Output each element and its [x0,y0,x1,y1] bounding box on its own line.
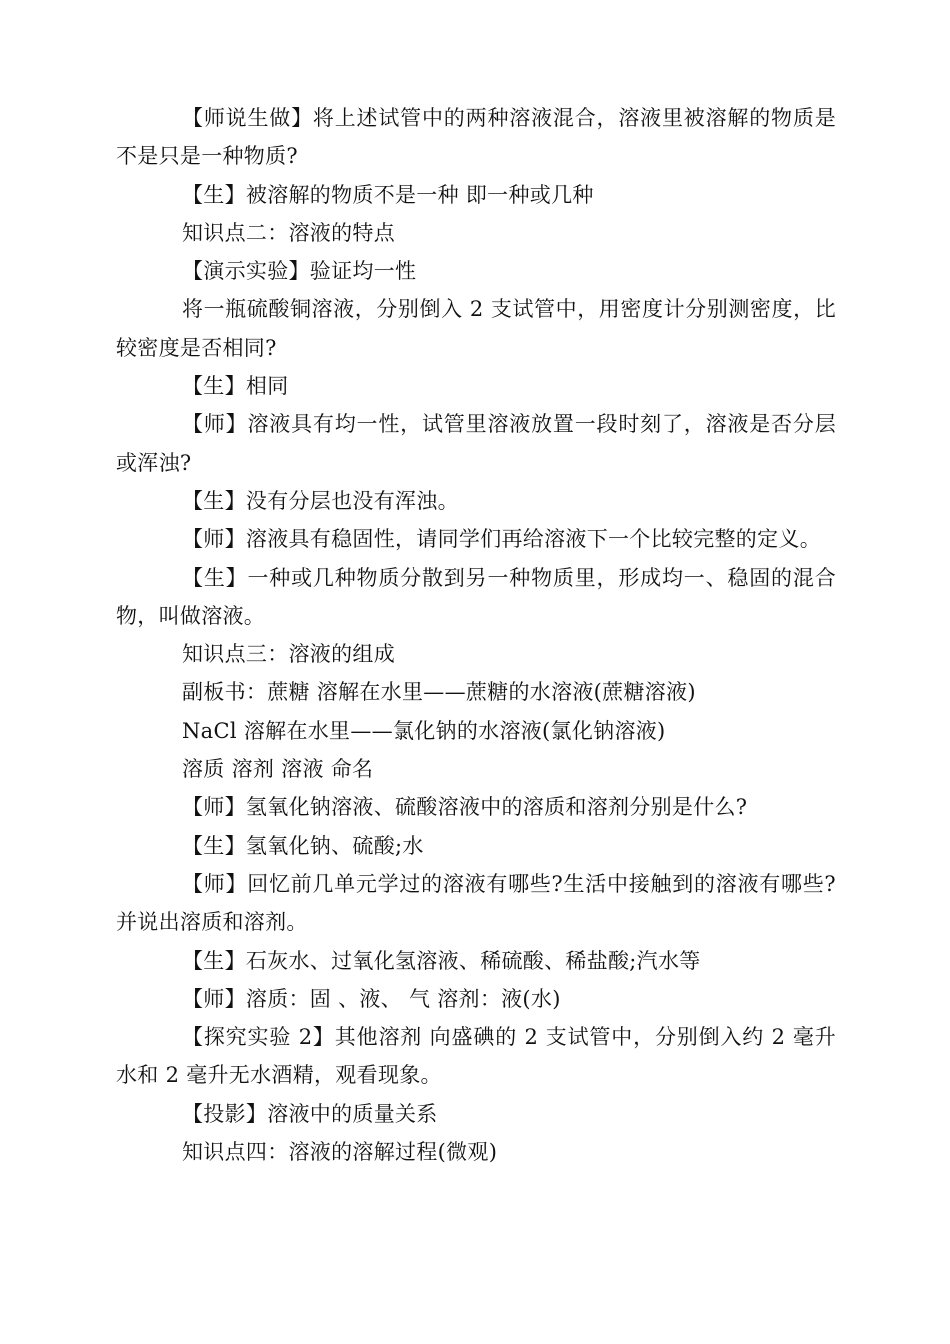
document-body [116,99,836,1171]
paragraph-21: 【投影】溶液中的质量关系 [182,1101,438,1126]
paragraph-9: 【师】溶液具有稳固性，请同学们再给溶液下一个比较完整的定义。 [182,527,821,552]
paragraph-15: 【师】氢氧化钠溶液、硫酸溶液中的溶质和溶剂分别是什么? [182,795,748,820]
paragraph-12: 副板书：蔗糖 溶解在水里——蔗糖的水溶液(蔗糖溶液) [182,680,696,705]
paragraph-7: 【师】溶液具有均一性，试管里溶液放置一段时刻了，溶液是否分层或浑浊? [116,412,836,475]
paragraph-16: 【生】氢氧化钠、硫酸;水 [182,833,424,858]
paragraph-13: NaCl 溶解在水里——氯化钠的水溶液(氯化钠溶液) [182,718,666,743]
paragraph-5: 将一瓶硫酸铜溶液，分别倒入 2 支试管中，用密度计分别测密度，比较密度是否相同? [116,297,836,360]
paragraph-2: 【生】被溶解的物质不是一种 即一种或几种 [182,182,594,207]
paragraph-3: 知识点二：溶液的特点 [182,220,395,245]
paragraph-8: 【生】没有分层也没有浑浊。 [182,488,459,513]
paragraph-18: 【生】石灰水、过氧化氢溶液、稀硫酸、稀盐酸;汽水等 [182,948,701,973]
paragraph-20: 【探究实验 2】其他溶剂 向盛碘的 2 支试管中，分别倒入约 2 毫升水和 2 毫升无水酒精，观看现象。 [116,1025,836,1088]
paragraph-4: 【演示实验】验证均一性 [182,259,417,284]
paragraph-1: 【师说生做】将上述试管中的两种溶液混合，溶液里被溶解的物质是不是只是一种物质? [116,106,836,169]
paragraph-11: 知识点三：溶液的组成 [182,642,395,667]
paragraph-19: 【师】溶质：固 、液、 气 溶剂：液(水) [182,986,561,1011]
paragraph-22: 知识点四：溶液的溶解过程(微观) [182,1140,498,1165]
paragraph-10: 【生】一种或几种物质分散到另一种物质里，形成均一、稳固的混合物，叫做溶液。 [116,565,836,628]
paragraph-6: 【生】相同 [182,374,289,399]
paragraph-17: 【师】回忆前几单元学过的溶液有哪些?生活中接触到的溶液有哪些?并说出溶质和溶剂。 [116,871,836,935]
paragraph-14: 溶质 溶剂 溶液 命名 [182,757,374,782]
